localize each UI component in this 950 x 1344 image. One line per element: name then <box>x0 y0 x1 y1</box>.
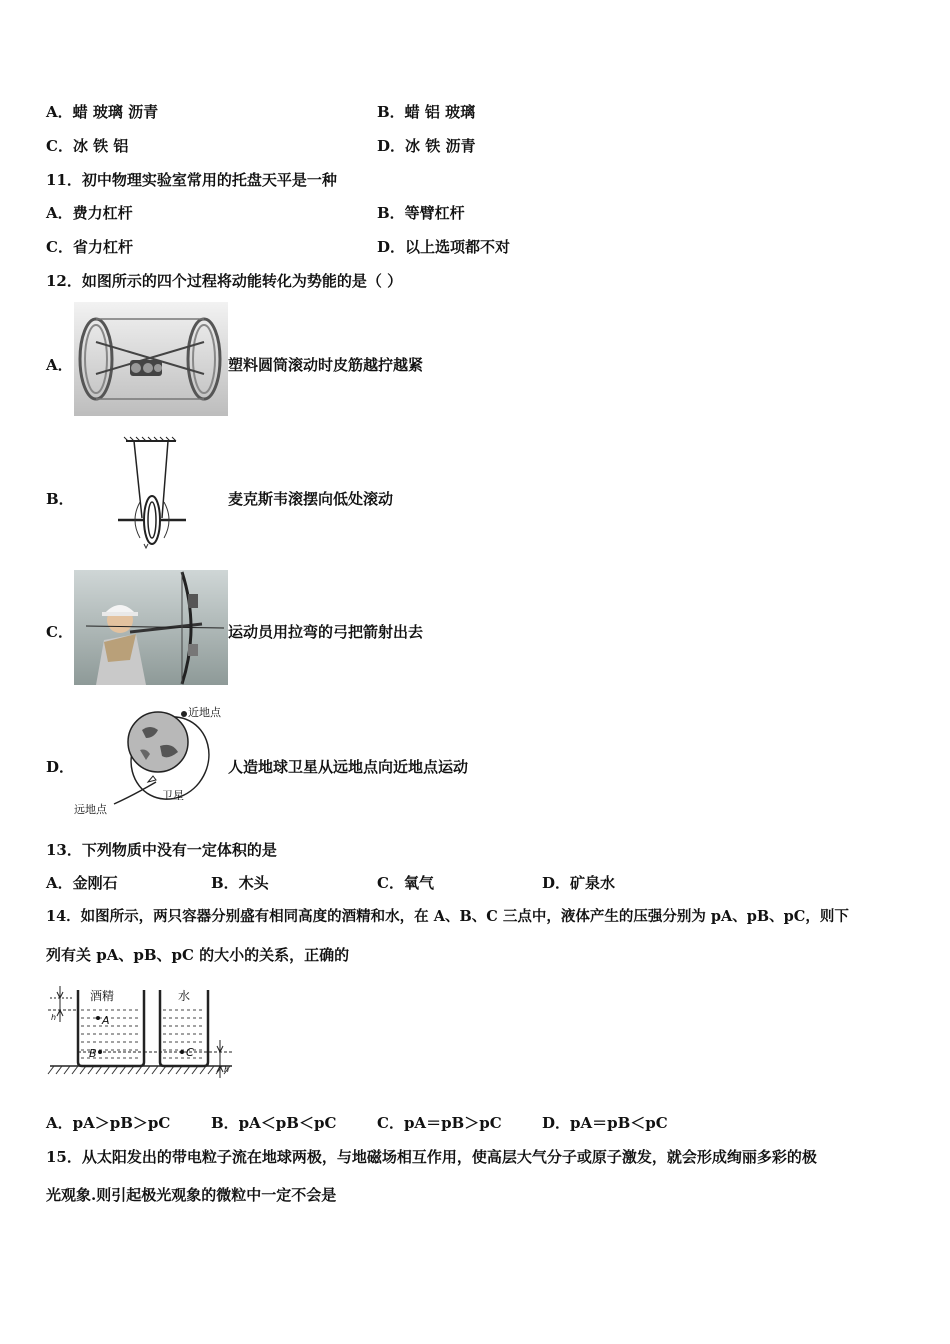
point-b-label: B <box>89 1047 97 1060</box>
point-c-label: C <box>186 1046 194 1059</box>
q13-stem: 13．下列物质中没有一定体积的是 <box>46 841 277 859</box>
satellite-orbit-figure <box>70 700 230 820</box>
point-a-label: A <box>102 1014 110 1027</box>
near-point-label: 近地点 <box>188 706 221 719</box>
q12-option-d-letter: D． <box>46 758 75 776</box>
q12-option-a-letter: A． <box>46 356 73 374</box>
q11-option-a: A．费力杠杆 <box>46 204 133 222</box>
q10-option-d: D．冰 铁 沥青 <box>377 137 476 155</box>
q13-option-c: C．氧气 <box>377 874 434 892</box>
q14-stem-line1: 14．如图所示，两只容器分别盛有相同高度的酒精和水，在 A、B、C 三点中，液体产生的压强分别为 pA、pB、pC，则下 <box>46 908 849 925</box>
q12-option-b-letter: B． <box>46 490 74 508</box>
q11-stem: 11．初中物理实验室常用的托盘天平是一种 <box>46 171 337 189</box>
q12-option-a-text: 塑料圆筒滚动时皮筋越拧越紧 <box>228 356 424 374</box>
far-point-label: 远地点 <box>74 803 107 816</box>
q12-stem: 12．如图所示的四个过程将动能转化为势能的是（ ） <box>46 272 403 290</box>
q15-stem-line2: 光观象.则引起极光观象的微粒中一定不会是 <box>46 1186 337 1204</box>
q14-option-b: B．pA＜pB＜pC <box>211 1114 337 1132</box>
archer-photo-figure <box>74 570 228 685</box>
q12-option-c-text: 运动员用拉弯的弓把箭射出去 <box>228 623 424 641</box>
right-h-label: h <box>224 1065 230 1074</box>
water-label: 水 <box>178 989 191 1003</box>
q13-option-b: B．木头 <box>211 874 269 892</box>
q15-stem-line1: 15．从太阳发出的带电粒子流在地球两极，与地磁场相互作用，使高层大气分子或原子激发，就会形成绚丽多彩的极 <box>46 1148 817 1166</box>
q12-option-d-text: 人造地球卫星从远地点向近地点运动 <box>228 758 469 776</box>
q14-option-d: D．pA＝pB＜pC <box>542 1114 668 1132</box>
satellite-label: 卫星 <box>162 789 184 802</box>
plastic-cylinder-figure <box>74 302 228 416</box>
q12-option-b-text: 麦克斯韦滚摆向低处滚动 <box>228 490 394 508</box>
q14-option-a: A．pA＞pB＞pC <box>46 1114 171 1132</box>
q14-stem-line2: 列有关 pA、pB、pC 的大小的关系，正确的 <box>46 946 350 964</box>
alcohol-label: 酒精 <box>90 989 115 1003</box>
q11-option-d: D．以上选项都不对 <box>377 238 511 256</box>
q12-option-c-letter: C． <box>46 623 73 641</box>
q11-option-b: B．等臂杠杆 <box>377 204 465 222</box>
q13-option-d: D．矿泉水 <box>542 874 616 892</box>
left-h-label: h <box>51 1013 57 1022</box>
q10-option-c: C．冰 铁 铝 <box>46 137 129 155</box>
q10-option-a: A．蜡 玻璃 沥青 <box>46 103 159 121</box>
containers-figure <box>44 982 236 1082</box>
q10-option-b: B．蜡 铝 玻璃 <box>377 103 476 121</box>
q13-option-a: A．金刚石 <box>46 874 118 892</box>
q14-option-c: C．pA＝pB＞pC <box>377 1114 502 1132</box>
maxwell-pendulum-figure <box>112 436 192 552</box>
q11-option-c: C．省力杠杆 <box>46 238 133 256</box>
